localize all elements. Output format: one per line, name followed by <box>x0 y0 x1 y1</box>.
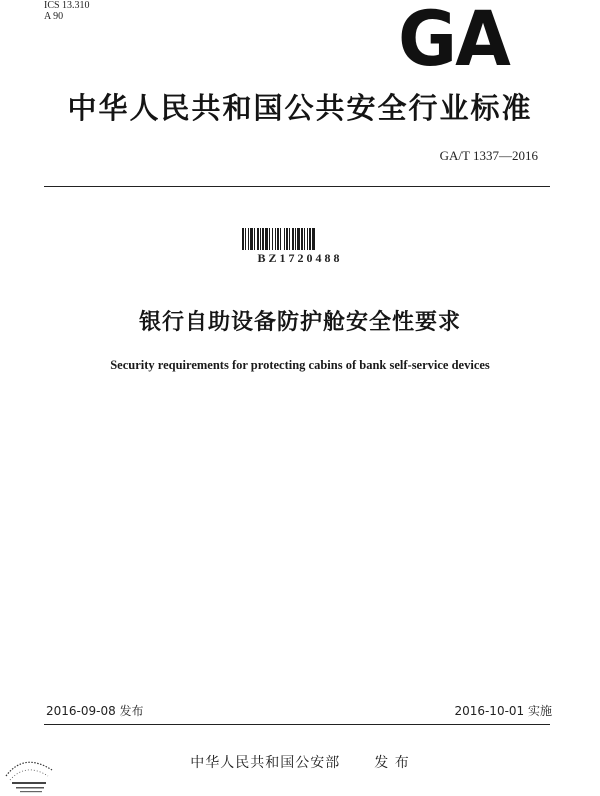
barcode-bar <box>307 228 308 250</box>
barcode-bar <box>312 228 315 250</box>
barcode-bar <box>304 228 305 250</box>
implementation-date: 2016-10-01 实施 <box>454 704 552 718</box>
document-title-english: Security requirements for protecting cabins of bank self-service devices <box>110 358 490 372</box>
barcode-image <box>242 228 350 250</box>
barcode-bar <box>248 228 249 250</box>
publisher-name: 中华人民共和国公安部 <box>190 755 341 771</box>
barcode-bar <box>292 228 294 250</box>
standard-code: GA/T 1337—2016 <box>439 148 538 163</box>
barcode-bar <box>245 228 246 250</box>
publisher-line <box>0 752 600 772</box>
barcode-bar <box>262 228 264 250</box>
ics-code: ICS 13.310 <box>44 0 90 11</box>
publish-action: 发 布 <box>374 755 410 771</box>
barcode-bar <box>309 228 311 250</box>
header-rule <box>44 186 550 187</box>
barcode-bar <box>260 228 261 250</box>
footer-rule <box>44 724 550 725</box>
barcode-bar <box>272 228 273 250</box>
barcode-number: BZ1720488 <box>257 251 343 265</box>
barcode-bar <box>280 228 281 250</box>
ga-logo: GA <box>398 0 509 83</box>
barcode-bar <box>297 228 300 250</box>
barcode-bar <box>265 228 268 250</box>
barcode-bar <box>289 228 290 250</box>
barcode-bar <box>242 228 244 250</box>
ccs-code: A 90 <box>44 11 64 22</box>
barcode-bar <box>301 228 303 250</box>
stamp-mark <box>0 746 62 796</box>
barcode-bar <box>284 228 285 250</box>
barcode-bar <box>250 228 253 250</box>
standard-category-title: 中华人民共和国公共安全行业标准 <box>67 91 533 125</box>
barcode-bar <box>295 228 296 250</box>
classification-codes <box>44 0 90 22</box>
barcode-bar <box>286 228 288 250</box>
barcode-bar <box>275 228 276 250</box>
barcode-bar <box>257 228 259 250</box>
barcode-bar <box>254 228 255 250</box>
barcode-bar <box>277 228 279 250</box>
issue-date: 2016-09-08 发布 <box>46 704 144 718</box>
document-title-chinese: 银行自助设备防护舱安全性要求 <box>138 310 461 335</box>
barcode-bar <box>269 228 270 250</box>
